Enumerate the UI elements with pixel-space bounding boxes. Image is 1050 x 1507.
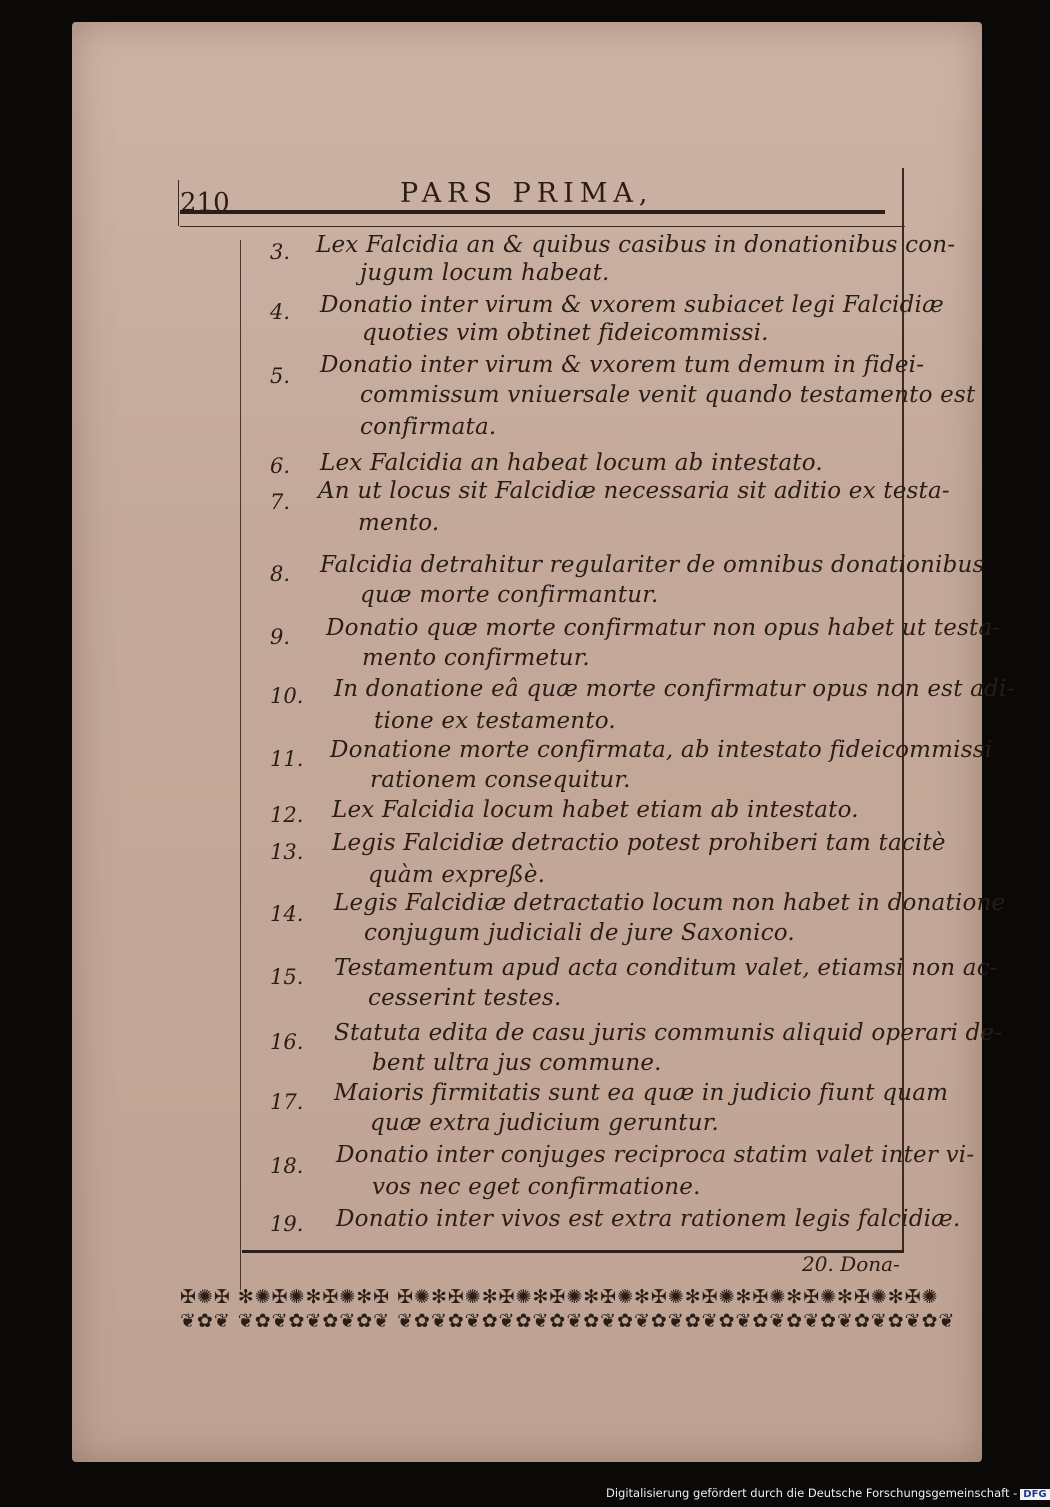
entry-number: 19. <box>270 1212 304 1236</box>
entry-number: 6. <box>270 454 291 478</box>
entry-line: Statuta edita de casu juris communis aliquid operari de- <box>334 1020 1003 1046</box>
entry-line: Lex Falcidia an & quibus casibus in donationibus con- <box>316 232 956 258</box>
entry-line: Testamentum apud acta conditum valet, etiamsi non ac- <box>334 955 998 981</box>
entry-line: quæ morte confirmantur. <box>360 582 659 608</box>
entry-line: Donatio inter vivos est extra rationem legis falcidiæ. <box>336 1206 961 1232</box>
digitization-credit <box>606 1486 1050 1500</box>
entry-line: mento. <box>358 510 440 536</box>
dfg-logo: DFG <box>1020 1489 1049 1500</box>
entry-number: 17. <box>270 1090 304 1114</box>
entry-number: 3. <box>270 240 291 264</box>
entry-line: Donatio inter virum & vxorem subiacet legi Falcidiæ <box>320 292 944 318</box>
entry-line: quoties vim obtinet fideicommissi. <box>362 320 769 346</box>
entry-number: 18. <box>270 1154 304 1178</box>
entry-line: Falcidia detrahitur regulariter de omnibus donationibus <box>320 552 985 578</box>
entry-number: 11. <box>270 747 304 771</box>
entry-line: Lex Falcidia an habeat locum ab intestato. <box>320 450 823 476</box>
entry-number: 14. <box>270 902 304 926</box>
entry-line: Donatio inter virum & vxorem tum demum in fidei- <box>320 352 925 378</box>
entry-number: 13. <box>270 840 304 864</box>
entry-line: vos nec eget confirmatione. <box>372 1174 701 1200</box>
entry-line: commissum vniuersale venit quando testamento est <box>360 382 976 408</box>
entry-line: jugum locum habeat. <box>360 260 610 286</box>
running-head: PARS PRIMA, <box>400 178 654 209</box>
entry-number: 15. <box>270 965 304 989</box>
entry-line: mento confirmetur. <box>362 645 590 671</box>
entry-line: cesserint testes. <box>368 985 562 1011</box>
entry-number: 10. <box>270 684 304 708</box>
ornament-border-icon: ✠✺✠ ✻✺✠✺✻✠✺✻✠ ✠✺✻✠✺✻✠✺✻✠✺✻✠✺✻✠✺✻✠✺✻✠✺✻✠✺✻✠✺✻✠✺ ❦✿❦ ❦✿❦✿❦✿❦✿❦ ❦✿❦✿❦✿❦✿❦✿❦✿❦✿❦✿❦✿❦✿❦✿❦✿❦✿❦✿❦✿❦✿❦ <box>180 1286 956 1332</box>
entry-line: quæ extra judicium geruntur. <box>370 1110 719 1136</box>
entry-line: Donatio quæ morte confirmatur non opus habet ut testa- <box>326 615 1001 641</box>
page-number: 210 <box>180 188 230 218</box>
entry-number: 12. <box>270 803 304 827</box>
catchword: 20. Dona- <box>802 1252 900 1276</box>
entry-line: In donatione eâ quæ morte confirmatur opus non est adi- <box>334 676 1015 702</box>
entry-line: Donatio inter conjuges reciproca statim valet inter vi- <box>336 1142 975 1168</box>
entry-number: 5. <box>270 364 291 388</box>
entry-line: Donatione morte confirmata, ab intestato fideicommissi <box>330 737 993 763</box>
entry-line: Legis Falcidiæ detractio potest prohiberi tam tacitè <box>332 830 946 856</box>
entry-line: Maioris firmitatis sunt ea quæ in judicio fiunt quam <box>334 1080 949 1106</box>
entry-line: bent ultra jus commune. <box>372 1050 662 1076</box>
credit-text: Digitalisierung gefördert durch die Deutsche Forschungsgemeinschaft - <box>606 1486 1018 1500</box>
entry-line: confirmata. <box>360 414 497 440</box>
entry-line: quàm expreßè. <box>368 862 546 888</box>
entry-line: conjugum judiciali de jure Saxonico. <box>364 920 795 946</box>
entry-number: 9. <box>270 625 291 649</box>
entry-number: 16. <box>270 1030 304 1054</box>
entry-number: 4. <box>270 300 291 324</box>
entry-line: An ut locus sit Falcidiæ necessaria sit aditio ex testa- <box>318 478 950 504</box>
entry-line: Legis Falcidiæ detractatio locum non habet in donatione <box>334 890 1006 916</box>
entry-number: 7. <box>270 490 291 514</box>
entry-line: tione ex testamento. <box>374 708 616 734</box>
entry-line: rationem consequitur. <box>370 767 631 793</box>
entry-line: Lex Falcidia locum habet etiam ab intestato. <box>332 797 859 823</box>
entry-number: 8. <box>270 562 291 586</box>
